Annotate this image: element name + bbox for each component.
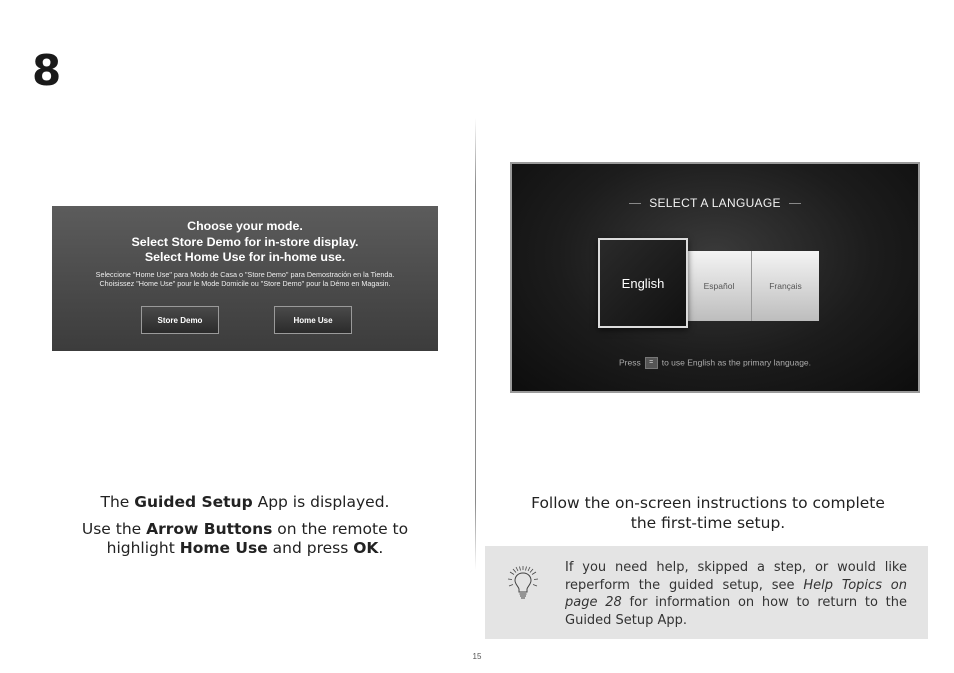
step-number: 8: [32, 46, 62, 95]
column-divider: [475, 118, 476, 570]
mode-title-line: Select Home Use for in-home use.: [144, 250, 346, 264]
ok-key-icon: =: [645, 357, 658, 369]
footer-press: Press: [618, 357, 641, 368]
language-footer: [512, 357, 918, 369]
footer-instruction: to use English as the primary language.: [661, 357, 812, 368]
language-option-espanol[interactable]: Español: [686, 251, 752, 321]
mode-subtitle-line: Choisissez "Home Use" pour le Mode Domicile ou "Store Demo" pour la Démo en Magasin.: [99, 279, 391, 288]
page-number: 15: [472, 652, 482, 661]
mode-subtitle-line: Seleccione "Home Use" para Modo de Casa o "Store Demo" para Demostración en la Tienda.: [95, 269, 395, 279]
left-caption: [52, 493, 438, 566]
tip-box: [485, 546, 928, 639]
store-demo-button[interactable]: Store Demo: [141, 306, 219, 334]
language-selection-screen: [510, 162, 920, 393]
language-title-text: SELECT A LANGUAGE: [649, 196, 781, 210]
language-option-english[interactable]: English: [598, 238, 688, 328]
tip-text: If you need help, skipped a step, or would like reperform the guided setup, see Help Topics on page 28 for information on how to return to the Guided Setup App.: [565, 560, 908, 628]
language-option-francais[interactable]: Français: [751, 251, 819, 321]
mode-selection-screen: [52, 206, 438, 351]
right-caption: Follow the on-screen instructions to complete the first-time setup.: [531, 494, 885, 532]
mode-title: [52, 219, 438, 266]
help-topics-reference: Help Topics on page 28: [565, 577, 908, 610]
lightbulb-icon: [507, 564, 539, 604]
mode-subtitle: [52, 270, 438, 289]
home-use-button[interactable]: Home Use: [274, 306, 352, 334]
caption-paragraph: The Guided Setup App is displayed.: [100, 493, 390, 511]
language-title: [512, 196, 918, 210]
mode-title-line: Select Store Demo for in-store display.: [131, 234, 359, 249]
caption-paragraph: Use the Arrow Buttons on the remote to highlight Home Use and press OK.: [81, 519, 409, 557]
mode-title-line: Choose your mode.: [187, 219, 303, 233]
